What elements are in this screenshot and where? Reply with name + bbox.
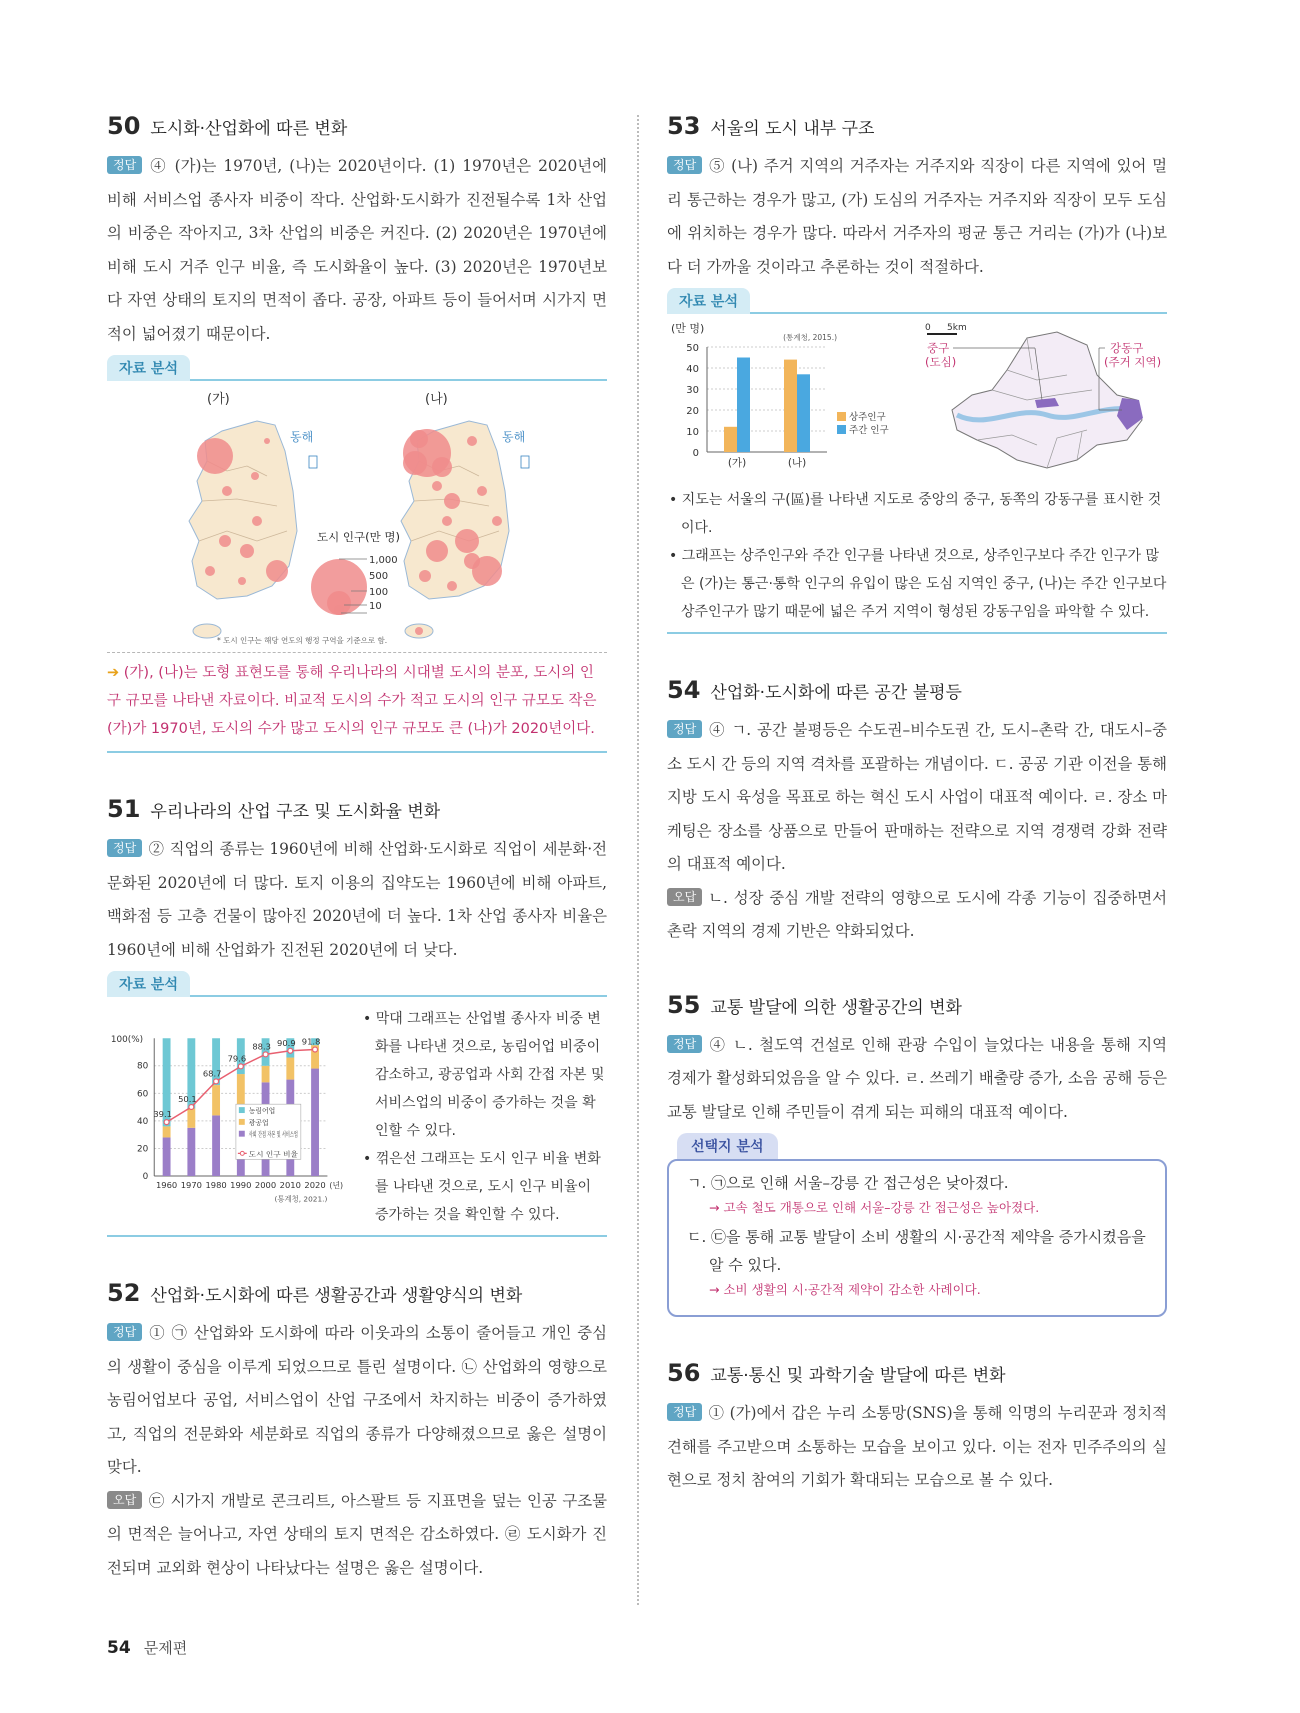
answer-tag: 정답 <box>107 156 142 174</box>
bar-segment <box>286 1058 294 1080</box>
question-51 <box>107 795 607 1237</box>
x-tick-label: (가) <box>727 457 747 469</box>
analysis-label: 자료 분석 <box>107 971 190 997</box>
legend-value-500: 500 <box>369 571 389 582</box>
legend-swatch-point <box>240 1151 244 1155</box>
question-number: 56 <box>667 1359 701 1387</box>
left-column <box>107 112 607 1585</box>
choice-analysis-label: 선택지 분석 <box>677 1133 778 1159</box>
answer-text: ① ㉠ 산업화와 도시화에 따라 이웃과의 소통이 줄어들고 개인 중심의 생활이 중심을 이루게 되었으므로 틀린 설명이다. ㉡ 산업화의 영향으로 농림어업보다 공업, 서비스업이 산업 구조에서 차지하는 비중이 증가하였고, 직업의 전문화와 세분화로 직업의 종류가 다양해졌으므로 옳은 설명이 맞다. <box>107 1324 607 1476</box>
answer-text: ④ ㄴ. 철도역 건설로 인해 관광 수입이 늘었다는 내용을 통해 지역 경제가 활성화되었음을 알 수 있다. ㄹ. 쓰레기 배출량 증가, 소음 공해 등은 교통 발달로 인해 주민들이 겪게 되는 피해의 대표적 예이다. <box>667 1035 1167 1121</box>
question-title: 서울의 도시 내부 구조 <box>710 119 875 139</box>
x-tick-label: 2000 <box>254 1179 277 1190</box>
answer-tag: 정답 <box>667 1403 702 1421</box>
bar <box>797 374 810 452</box>
x-tick-label: 1990 <box>230 1179 252 1190</box>
bar-segment <box>212 1115 220 1176</box>
legend-label: 농림어업 <box>248 1107 276 1116</box>
svg-text:동해: 동해 <box>502 430 526 444</box>
map-a <box>189 421 317 638</box>
y-tick-label: 20 <box>686 406 699 417</box>
legend-value-1000: 1,000 <box>369 555 398 566</box>
x-tick-label: 1970 <box>180 1179 202 1190</box>
map-b-label: (나) <box>425 392 448 407</box>
y-tick-label: 60 <box>137 1089 149 1100</box>
bar-segment <box>163 1126 171 1137</box>
y-tick-label: 50 <box>686 343 699 354</box>
legend-swatch <box>837 425 846 434</box>
sea-label: 동해 <box>290 430 314 444</box>
bar-segment <box>311 1069 319 1176</box>
question-number: 54 <box>667 676 701 704</box>
question-number: 53 <box>667 112 701 140</box>
choice-item: ㄷ. ㉢을 통해 교통 발달이 소비 생활의 시·공간적 제약을 증가시켰음을 알 수 있다. <box>687 1228 1146 1274</box>
question-title: 산업화·도시화에 따른 공간 불평등 <box>710 683 962 703</box>
answer-text: ④ (가)는 1970년, (나)는 2020년이다. (1) 1970년은 2020년에 비해 서비스업 종사자 비중이 작다. 산업화·도시화가 진전될수록 1차 산업의 비중은 작아지고, 3차 산업의 비중은 커진다. (2) 2020년은 1970년에 비해 도시 거주 인구 비율, 즉 도시화율이 높다. (3) 2020년은 1970년보다 자연 상태의 토지의 면적이 좁다. 공장, 아파트 등이 들어서며 시가지 면적이 넓어졌기 때문이다. <box>107 157 607 343</box>
y-tick-label: 30 <box>686 385 699 396</box>
scale-label: 5km <box>947 323 967 333</box>
bar-segment <box>163 1137 171 1176</box>
map-b <box>401 421 529 638</box>
analysis-bullet: • 지도는 서울의 구(區)를 나타낸 지도로 중앙의 중구, 동쪽의 강동구를 표시한 것이다. <box>669 492 1162 536</box>
question-title: 교통·통신 및 과학기술 발달에 따른 변화 <box>710 1366 1006 1386</box>
answer-tag: 정답 <box>107 839 142 857</box>
data-label: 68.7 <box>202 1068 222 1079</box>
legend-swatch <box>239 1131 245 1137</box>
junggu-label: 중구 <box>927 341 950 355</box>
line-point <box>288 1048 293 1053</box>
chart-source: (통계청, 2015.) <box>783 333 837 342</box>
choice-feedback: → 소비 생활의 시·공간적 제약이 감소한 사례이다. <box>709 1282 981 1297</box>
question-number: 51 <box>107 795 141 823</box>
question-56 <box>667 1359 1167 1498</box>
data-label: 79.6 <box>227 1053 247 1064</box>
question-52 <box>107 1279 607 1585</box>
answer-text: ① (가)에서 갑은 누리 소통망(SNS)을 통해 익명의 누리꾼과 정치적 견해를 주고받으며 소통하는 모습을 보이고 있다. 이는 전자 민주주의의 실현으로 정치 참여의 기회가 확대되는 모습으로 볼 수 있다. <box>667 1404 1167 1489</box>
y-tick-label: 20 <box>137 1144 149 1155</box>
legend-value-10: 10 <box>369 601 382 612</box>
y-tick-label: 0 <box>142 1171 149 1182</box>
x-tick-label: (나) <box>787 457 807 469</box>
answer-tag: 정답 <box>107 1323 142 1341</box>
question-55 <box>667 991 1167 1318</box>
arrow-icon: ➔ <box>107 665 120 681</box>
legend-label: 광공업 <box>248 1118 269 1127</box>
analysis-bullet: • 꺾은선 그래프는 도시 인구 비율 변화를 나타낸 것으로, 도시 인구 비율이 증가하는 것을 확인할 수 있다. <box>363 1151 601 1223</box>
question-number: 55 <box>667 990 701 1019</box>
question-title: 교통 발달에 의한 생활공간의 변화 <box>710 997 962 1018</box>
bar-segment <box>212 1085 220 1115</box>
question-53 <box>667 112 1167 634</box>
analysis-box-header <box>107 355 607 381</box>
line-point <box>263 1052 268 1057</box>
legend-swatch <box>239 1107 245 1113</box>
line-point <box>313 1047 318 1052</box>
legend-label: 주간 인구 <box>849 425 889 436</box>
legend-label: 도시 인구 비율 <box>248 1150 293 1159</box>
analysis-box-header <box>667 288 1167 314</box>
scale-zero: 0 <box>925 323 931 333</box>
bar-segment <box>187 1128 195 1176</box>
bar <box>784 360 797 452</box>
page-section-label: 문제편 <box>143 1639 188 1657</box>
legend-label: 사회 간접 자본 및 서비스업 <box>248 1130 331 1139</box>
industry-urbanization-chart <box>107 1005 353 1225</box>
answer-text: ⑤ (나) 주거 지역의 거주자는 거주지와 직장이 다른 지역에 있어 멀리 통근하는 경우가 많고, (가) 도심의 거주자는 거주지와 직장이 모두 도심에 위치하는 경우가 많다. 따라서 거주자의 평균 통근 거리는 (가)가 (나)보다 더 가까울 것이라고 추론하는 것이 적절하다. <box>667 157 1167 276</box>
bar <box>724 427 737 452</box>
legend-label: 상주인구 <box>849 412 886 423</box>
gangdong-sub: (주거 지역) <box>1104 355 1162 369</box>
map-legend <box>311 530 400 615</box>
bar-segment <box>262 1066 270 1083</box>
analysis-label: 자료 분석 <box>107 355 190 381</box>
population-bar-chart <box>667 320 917 480</box>
data-label: 90.9 <box>277 1037 296 1048</box>
line-point <box>164 1120 169 1125</box>
right-column <box>667 112 1167 1498</box>
answer-text: ④ ㄱ. 공간 불평등은 수도권–비수도권 간, 도시–촌락 간, 대도시–중소 도시 간 등의 지역 격차를 포괄하는 개념이다. ㄷ. 공공 기관 이전을 통해 지방 도시 육성을 목표로 하는 혁신 도시 사업이 대표적 예이다. ㄹ. 장소 마케팅은 장소를 상품으로 만들어 판매하는 전략으로 지역 경쟁력 강화 전략의 대표적 예이다. <box>667 721 1167 873</box>
analysis-bullet: • 막대 그래프는 산업별 종사자 비중 변화를 나타낸 것으로, 농림어업 비중이 감소하고, 광공업과 사회 간접 자본 및 서비스업의 비중이 증가하는 것을 확인할 수 있다. <box>363 1011 605 1139</box>
wrong-answer-text: ㄴ. 성장 중심 개발 전략의 영향으로 도시에 각종 기능이 집중하면서 촌락 지역의 경제 기반은 약화되었다. <box>667 888 1167 940</box>
page-footer <box>107 1637 187 1658</box>
x-unit-label: (년) <box>329 1180 344 1190</box>
chart-source: (통계청, 2021.) <box>274 1194 328 1204</box>
map-note: * 도시 인구는 해당 연도의 행정 구역을 기준으로 함. <box>217 636 388 645</box>
analysis-text: (가), (나)는 도형 표현도를 통해 우리나라의 시대별 도시의 분포, 도시의 인구 규모를 나타낸 자료이다. 비교적 도시의 수가 적고 도시의 인구 규모도 작은 (가)가 1970년, 도시의 수가 많고 도시의 인구 규모도 큰 (나)가 2020년이다. <box>107 665 597 737</box>
answer-tag: 정답 <box>667 720 702 738</box>
choice-analysis-box <box>667 1159 1167 1317</box>
question-title: 산업화·도시화에 따른 생활공간과 생활양식의 변화 <box>150 1286 523 1306</box>
y-tick-label: 0 <box>692 448 699 459</box>
answer-text: ② 직업의 종류는 1960년에 비해 산업화·도시화로 직업이 세분화·전문화된 2020년에 더 많다. 토지 이용의 집약도는 1960년에 비해 아파트, 백화점 등 고층 건물이 많아진 2020년에 더 높다. 1차 산업 종사자 비율은 1960년에 비해 산업화가 진전된 2020년에 더 낮다. <box>107 840 607 959</box>
data-label: 91.8 <box>301 1036 321 1047</box>
wrong-answer-tag: 오답 <box>107 1491 142 1509</box>
bar <box>737 358 750 453</box>
question-title: 도시화·산업화에 따른 변화 <box>150 119 348 139</box>
question-title: 우리나라의 산업 구조 및 도시화율 변화 <box>150 802 441 822</box>
y-axis-label: (만 명) <box>671 322 705 335</box>
page-number: 54 <box>107 1638 131 1658</box>
gangdong-label: 강동구 <box>1110 341 1144 355</box>
y-tick-label: 10 <box>686 427 699 438</box>
x-tick-label: 1960 <box>155 1179 178 1190</box>
y-tick-label: 40 <box>137 1116 149 1127</box>
legend-swatch <box>837 412 846 421</box>
question-number: 52 <box>107 1279 141 1307</box>
column-divider <box>637 115 639 1605</box>
question-number: 50 <box>107 112 141 140</box>
data-label: 88.3 <box>252 1041 271 1052</box>
choice-item: ㄱ. ㉠으로 인해 서울–강릉 간 접근성은 낮아졌다. <box>687 1174 1009 1192</box>
legend-value-100: 100 <box>369 587 389 598</box>
city-population-maps <box>107 381 607 646</box>
y-tick-label: 80 <box>137 1061 149 1072</box>
junggu-sub: (도심) <box>925 355 957 369</box>
x-tick-label: 2020 <box>304 1179 326 1190</box>
bar-segment <box>187 1109 195 1128</box>
analysis-box-header <box>107 971 607 997</box>
legend-title: 도시 인구(만 명) <box>317 530 400 544</box>
map-a-label: (가) <box>207 392 230 407</box>
wrong-answer-tag: 오답 <box>667 888 702 906</box>
line-point <box>238 1064 243 1069</box>
analysis-label: 자료 분석 <box>667 288 750 314</box>
answer-tag: 정답 <box>667 156 702 174</box>
analysis-bullet: • 그래프는 상주인구와 주간 인구를 나타낸 것으로, 상주인구보다 주간 인구가 많은 (가)는 통근·통학 인구의 유입이 많은 도심 지역인 중구, (나)는 주간 인구보다 상주인구가 많기 때문에 넓은 주거 지역이 형성된 강동구임을 파악할 수 있다. <box>669 548 1167 620</box>
wrong-answer-text: ㉢ 시가지 개발로 콘크리트, 아스팔트 등 지표면을 덮는 인공 구조물의 면적은 늘어나고, 자연 상태의 토지 면적은 감소하였다. ㉣ 도시화가 진전되며 교외화 현상이 나타났다는 설명은 옳은 설명이다. <box>107 1491 607 1577</box>
data-label: 50.1 <box>178 1094 197 1105</box>
answer-tag: 정답 <box>667 1035 702 1053</box>
data-label: 39.1 <box>153 1109 172 1120</box>
x-tick-label: 2010 <box>279 1179 301 1190</box>
question-54 <box>667 676 1167 949</box>
seoul-district-map <box>917 320 1167 480</box>
y-tick-label: 40 <box>686 364 699 375</box>
legend-swatch <box>239 1119 245 1125</box>
y-axis-label: 100(%) <box>110 1035 144 1046</box>
line-point <box>189 1105 194 1110</box>
x-tick-label: 1980 <box>205 1179 227 1190</box>
line-point <box>214 1079 219 1084</box>
choice-feedback: → 고속 철도 개통으로 인해 서울–강릉 간 접근성은 높아졌다. <box>709 1200 1040 1215</box>
question-50 <box>107 112 607 753</box>
